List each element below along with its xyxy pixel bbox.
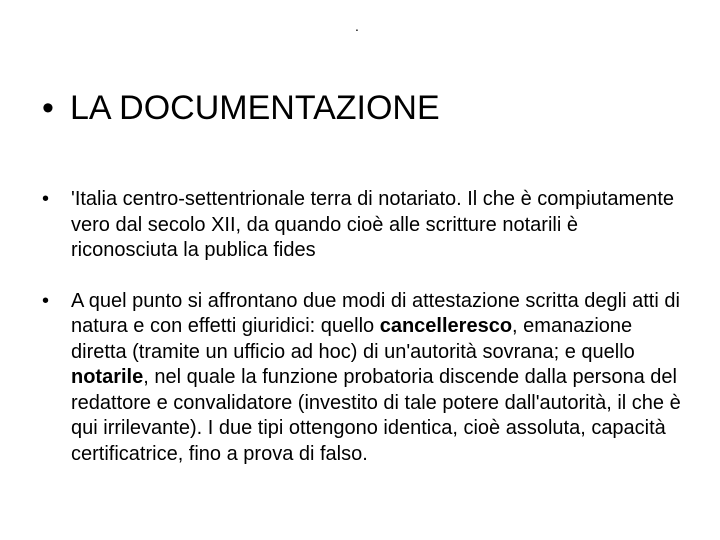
top-mark: . [355,18,359,34]
bullet-list [42,187,682,467]
title-text: LA DOCUMENTAZIONE [70,89,440,127]
item-text-part: , nel quale la funzione probatoria discende dalla persona del redattore e convalidatore (investito di tale potere dall'autorità, il che è qui irrilevante). I due tipi ottengono identica, cioè assoluta, capacità certificatrice, fino a prova di falso. [71,366,681,465]
title-bullet: • [42,89,54,127]
item-text-part: , emanazione diretta (tramite un ufficio ad hoc) di un'autorità sovrana; e quello [71,315,635,363]
list-item [42,187,682,264]
item-bullet: • [42,289,50,312]
item-text-bold: notarile [71,366,144,388]
slide-title [42,86,440,130]
item-text-bold: cancelleresco [379,315,513,337]
item-text: 'Italia centro-settentrionale terra di notariato. Il che è compiutamente vero dal secolo XII, da quando cioè alle scritture notarili è riconosciuta la publica fides [71,188,675,261]
list-item [42,289,682,468]
item-text [71,289,682,468]
item-bullet: • [42,188,50,210]
item-text-part: A quel punto si affrontano due modi di attestazione scritta degli atti di natura e con effetti giuridici: quello [71,289,680,337]
